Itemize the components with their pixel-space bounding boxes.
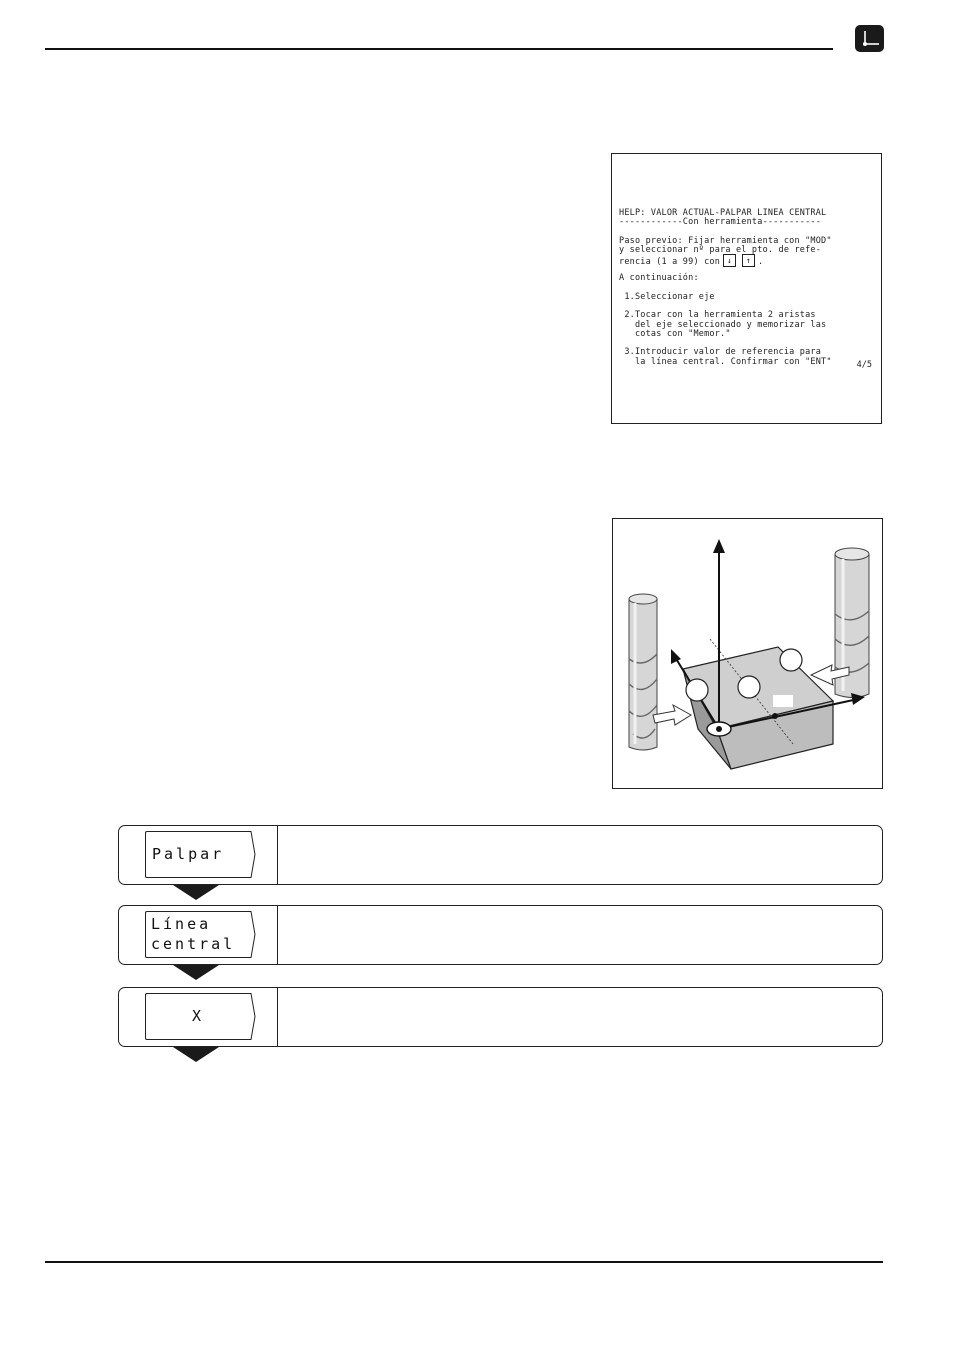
help-line: HELP: VALOR ACTUAL-PALPAR LINEA CENTRAL xyxy=(619,208,827,218)
top-rule xyxy=(45,48,833,50)
softkey-label-line1: Línea xyxy=(151,915,212,933)
bottom-rule xyxy=(45,1261,883,1263)
softkey-label-line2: central xyxy=(151,935,236,953)
step-divider xyxy=(277,906,278,964)
step-linea-central xyxy=(118,905,883,965)
softkey-label: Palpar xyxy=(152,845,225,863)
help-screen xyxy=(611,153,882,424)
arrow-up-key-icon: ↑ xyxy=(742,254,755,267)
softkey-label: X xyxy=(191,1007,205,1025)
down-arrow-icon xyxy=(173,965,219,980)
arrow-down-key-icon: ↓ xyxy=(723,254,736,267)
page-indicator: 4/5 xyxy=(856,360,872,370)
help-line: y seleccionar nº para el pto. de refe- xyxy=(619,245,822,256)
probing-illustration xyxy=(613,519,884,790)
help-line: Paso previo: Fijar herramienta con "MOD" xyxy=(619,235,832,246)
help-line: A continuación: xyxy=(619,273,699,284)
help-line: 2.Tocar con la herramienta 2 aristas xyxy=(619,310,816,321)
probing-diagram xyxy=(612,518,883,789)
step-divider xyxy=(277,826,278,884)
help-line: ------------Con herramienta----------- xyxy=(619,217,822,228)
datum-corner-icon xyxy=(855,25,884,52)
help-text xyxy=(619,209,877,367)
left-tool-icon xyxy=(629,594,657,750)
step-palpar xyxy=(118,825,883,885)
help-ref-prefix: rencia (1 a 99) con xyxy=(619,257,721,268)
help-line: 3.Introducir valor de referencia para xyxy=(619,347,822,358)
help-line: 1.Seleccionar eje xyxy=(619,291,715,302)
step-axis-x xyxy=(118,987,883,1047)
help-ref-suffix: . xyxy=(758,257,764,268)
help-line: cotas con "Memor." xyxy=(619,328,731,339)
workpiece-block xyxy=(683,639,833,769)
down-arrow-icon xyxy=(173,1047,219,1062)
softkey-palpar[interactable] xyxy=(145,831,249,878)
help-line: la línea central. Confirmar con "ENT" xyxy=(619,356,832,367)
softkey-axis-x[interactable] xyxy=(145,993,249,1040)
step-divider xyxy=(277,988,278,1046)
softkey-linea-central[interactable] xyxy=(145,911,249,958)
down-arrow-icon xyxy=(173,885,219,900)
help-ref-line xyxy=(619,255,877,268)
help-line: del eje seleccionado y memorizar las xyxy=(619,319,827,330)
